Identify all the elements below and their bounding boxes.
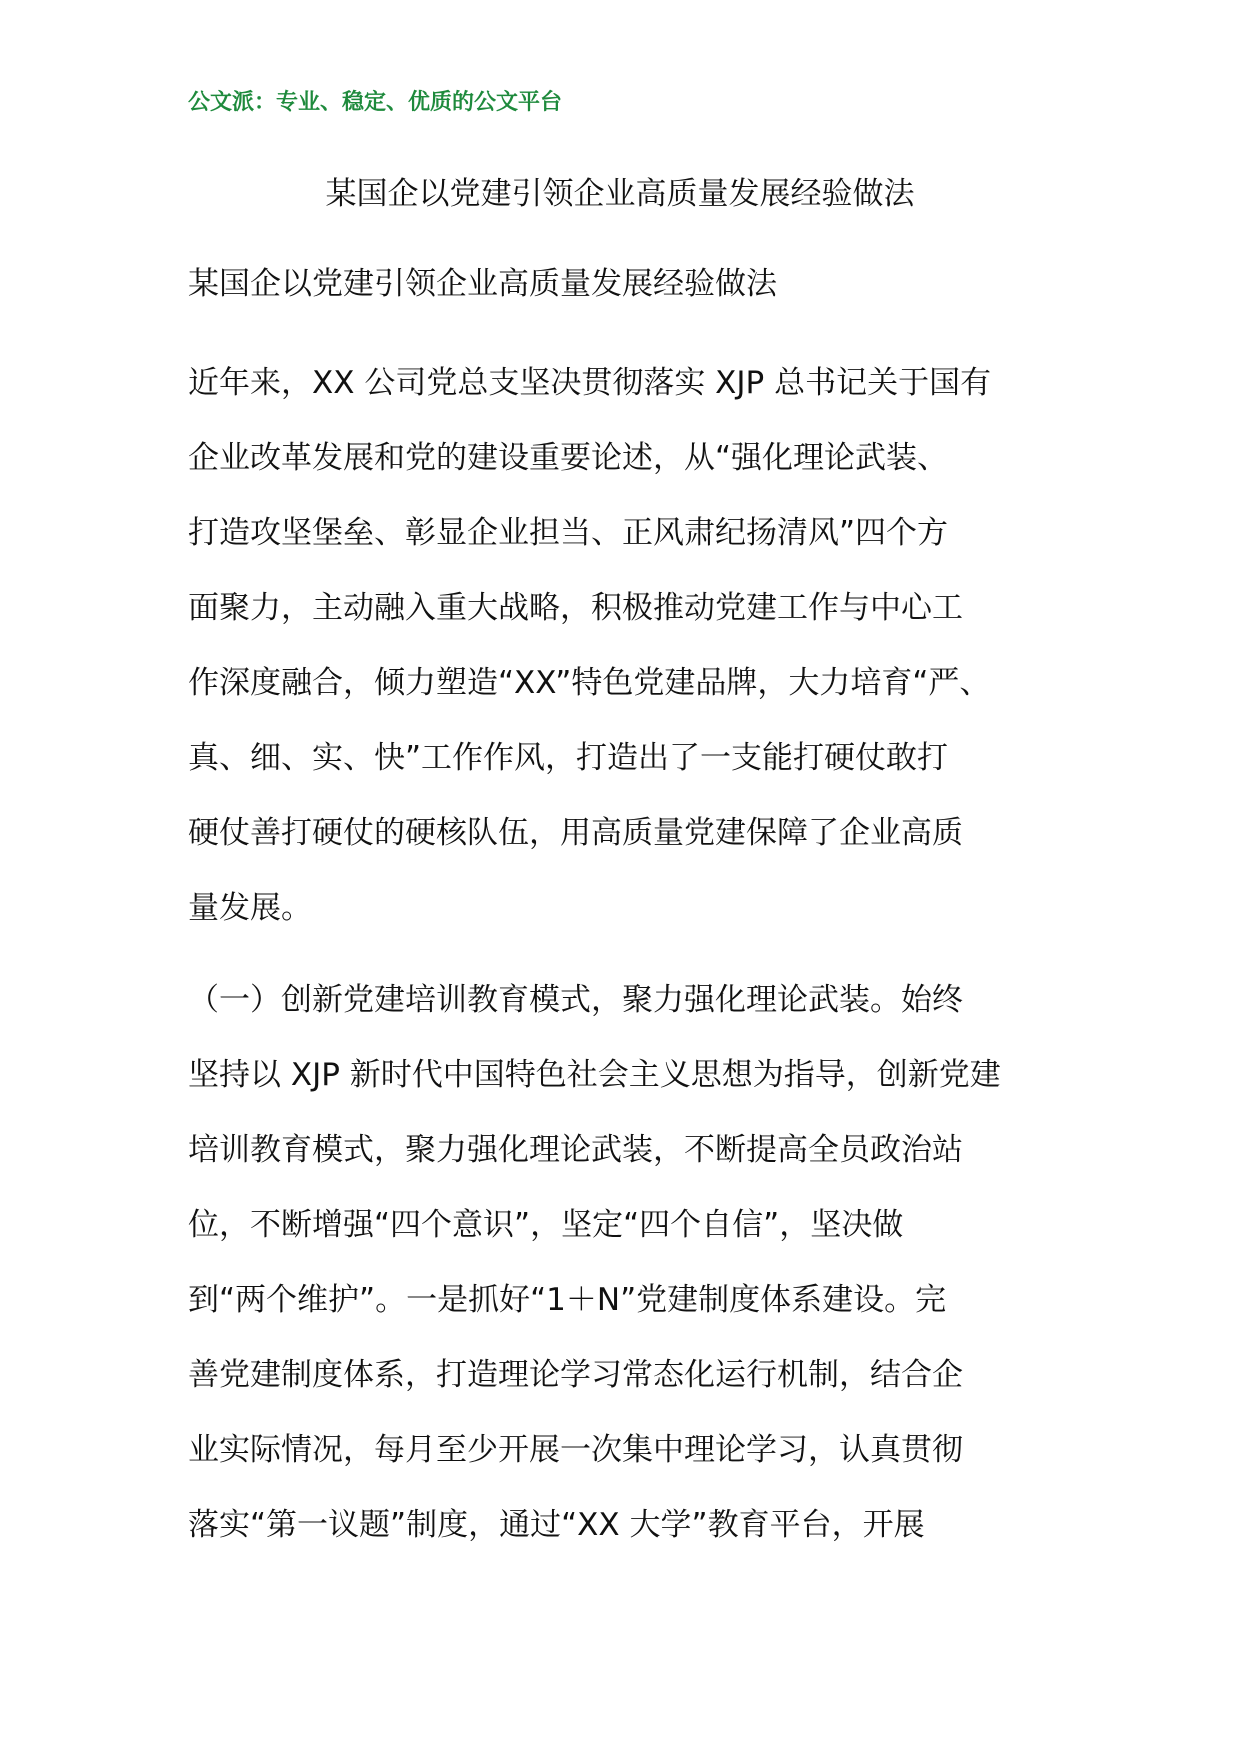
body-paragraph-section-one xyxy=(188,963,1078,1563)
header-brand-text: 公文派：专业、稳定、优质的公文平台 xyxy=(188,90,563,115)
paragraph-line: 量发展。 xyxy=(188,890,312,926)
paragraph-line: 落实“第一议题”制度，通过“XX 大学”教育平台，开展 xyxy=(188,1507,925,1543)
paragraph-line: 业实际情况，每月至少开展一次集中理论学习，认真贯彻 xyxy=(188,1432,963,1468)
paragraph-line: 打造攻坚堡垒、彰显企业担当、正风肃纪扬清风”四个方 xyxy=(188,515,949,551)
paragraph-line: 面聚力，主动融入重大战略，积极推动党建工作与中心工 xyxy=(188,590,963,626)
paragraph-line: 位，不断增强“四个意识”，坚定“四个自信”，坚决做 xyxy=(188,1207,904,1243)
document-title: 某国企以党建引领企业高质量发展经验做法 xyxy=(325,176,915,212)
body-paragraph-intro xyxy=(188,346,1078,946)
paragraph-line: 真、细、实、快”工作作风，打造出了一支能打硬仗敢打 xyxy=(188,740,949,776)
paragraph-line: 到“两个维护”。一是抓好“1＋N”党建制度体系建设。完 xyxy=(188,1282,947,1318)
paragraph-line: 企业改革发展和党的建设重要论述，从“强化理论武装、 xyxy=(188,440,949,476)
document-subtitle: 某国企以党建引领企业高质量发展经验做法 xyxy=(188,266,777,302)
paragraph-line: 作深度融合，倾力塑造“XX”特色党建品牌，大力培育“严、 xyxy=(188,665,991,701)
paragraph-line: 坚持以 XJP 新时代中国特色社会主义思想为指导，创新党建 xyxy=(188,1057,1001,1093)
paragraph-line: 硬仗善打硬仗的硬核队伍，用高质量党建保障了企业高质 xyxy=(188,815,963,851)
paragraph-line: （一）创新党建培训教育模式，聚力强化理论武装。始终 xyxy=(188,982,963,1018)
paragraph-line: 培训教育模式，聚力强化理论武装，不断提高全员政治站 xyxy=(188,1132,963,1168)
paragraph-line: 善党建制度体系，打造理论学习常态化运行机制，结合企 xyxy=(188,1357,963,1393)
paragraph-line: 近年来，XX 公司党总支坚决贯彻落实 XJP 总书记关于国有 xyxy=(188,365,992,401)
